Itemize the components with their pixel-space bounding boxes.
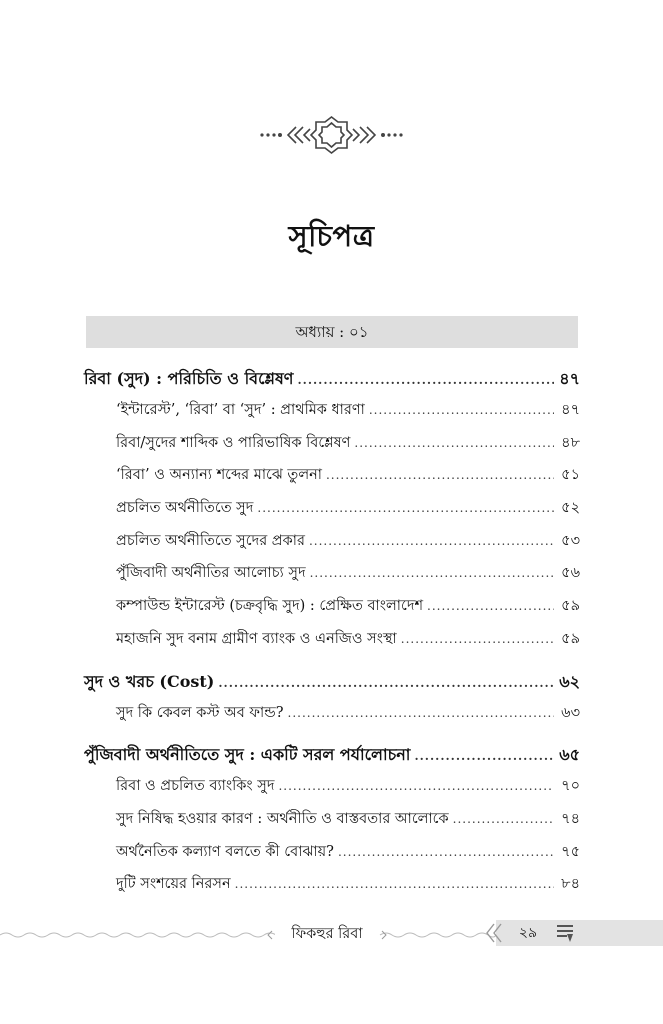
- footer-book-title: ফিকহুর রিবা: [275, 921, 379, 947]
- toc-page-number: ৫৯: [561, 598, 580, 615]
- dot-leader: [235, 877, 554, 891]
- toc-entry-title: কম্পাউন্ড ইন্টারেস্ট (চক্রবৃদ্ধি সুদ) : প্রেক্ষিত বাংলাদেশ: [116, 598, 424, 615]
- toc-entry-title: ‘ইন্টারেস্ট’, ‘রিবা’ বা ‘সুদ’ : প্রাথমিক ধারণা: [116, 402, 365, 418]
- dot-leader: [297, 373, 554, 387]
- toc-entry[interactable]: [84, 432, 580, 465]
- dot-leader: [338, 845, 554, 859]
- toc-entry-title: দুটি সংশয়ের নিরসন: [116, 876, 231, 893]
- dot-leader: [369, 403, 554, 417]
- toc-page-number: ৫১: [561, 467, 580, 484]
- toc-entry-title: সুদ কি কেবল কস্ট অব ফান্ড?: [116, 704, 284, 721]
- toc-entry[interactable]: [84, 808, 580, 841]
- section-spacer: [84, 734, 580, 742]
- toc-page-number: ৪৭: [561, 402, 580, 418]
- toc-entry[interactable]: [84, 775, 580, 808]
- table-of-contents: [84, 366, 580, 906]
- toc-page-number: ৮৪: [561, 876, 580, 893]
- dot-leader: [453, 812, 554, 826]
- toc-page-number: ৬২: [559, 671, 580, 691]
- toc-page-number: ৬৩: [561, 704, 580, 721]
- toc-entry-title: রিবা/সুদের শাব্দিক ও পারিভাষিক বিশ্লেষণ: [116, 434, 351, 451]
- toc-entry[interactable]: [84, 497, 580, 530]
- toc-entry[interactable]: [84, 562, 580, 595]
- toc-page-number: ৭০: [561, 778, 580, 795]
- toc-entry-title: রিবা ও প্রচলিত ব্যাংকিং সুদ: [116, 778, 275, 795]
- dot-leader: [414, 749, 554, 763]
- dot-leader: [401, 632, 554, 646]
- page-title: সূচিপত্র: [288, 219, 375, 253]
- toc-page-number: ৫৯: [561, 630, 580, 647]
- section-spacer: [84, 661, 580, 669]
- toc-section[interactable]: [84, 366, 580, 399]
- toc-entry[interactable]: [84, 399, 580, 432]
- toc-entry-title: প্রচলিত অর্থনীতিতে সুদ: [116, 500, 254, 517]
- toc-page-number: ৫৬: [561, 565, 580, 582]
- toc-entry-title: প্রচলিত অর্থনীতিতে সুদের প্রকার: [116, 532, 305, 549]
- toc-page-number: ৫২: [561, 500, 580, 517]
- toc-entry[interactable]: [84, 628, 580, 661]
- toc-section[interactable]: [84, 742, 580, 775]
- dot-leader: [278, 779, 554, 793]
- toc-page-number: ৪৮: [561, 434, 580, 451]
- dot-leader: [326, 468, 554, 482]
- toc-page-number: ৭৪: [561, 810, 580, 827]
- toc-entry[interactable]: [84, 702, 580, 735]
- dot-leader: [310, 566, 554, 580]
- toc-section-title: সুদ ও খরচ (Cost): [84, 671, 215, 691]
- toc-entry-title: মহাজনি সুদ বনাম গ্রামীণ ব্যাংক ও এনজিও সংস্থা: [116, 630, 397, 647]
- dot-leader: [288, 706, 554, 720]
- ornament-divider: [0, 108, 663, 162]
- toc-section-title: রিবা (সুদ) : পরিচিতি ও বিশ্লেষণ: [84, 369, 294, 388]
- toc-entry-title: অর্থনৈতিক কল্যাণ বলতে কী বোঝায়?: [116, 843, 334, 860]
- toc-entry[interactable]: [84, 841, 580, 874]
- toc-page-number: ৫৩: [561, 532, 580, 549]
- toc-entry-title: পুঁজিবাদী অর্থনীতির আলোচ্য সুদ: [116, 565, 306, 582]
- bookmark-menu-icon: [553, 921, 577, 945]
- chapter-heading: অধ্যায় : ০১: [86, 316, 578, 348]
- dot-leader: [309, 534, 554, 548]
- toc-entry[interactable]: [84, 873, 580, 906]
- toc-entry[interactable]: [84, 595, 580, 628]
- toc-section[interactable]: [84, 669, 580, 702]
- toc-entry-title: সুদ নিষিদ্ধ হওয়ার কারণ : অর্থনীতি ও বাস্তবতার আলোকে: [116, 810, 449, 827]
- toc-page-number: ৭৫: [561, 843, 580, 860]
- toc-page-number: ৬৫: [559, 745, 580, 765]
- toc-entry[interactable]: [84, 530, 580, 563]
- toc-entry-title: ‘রিবা’ ও অন্যান্য শব্দের মাঝে তুলনা: [116, 467, 322, 484]
- dot-leader: [218, 676, 554, 690]
- dot-leader: [354, 436, 554, 450]
- dot-leader: [427, 599, 554, 613]
- chevron-left-icon: [480, 920, 504, 946]
- toc-section-title: পুঁজিবাদী অর্থনীতিতে সুদ : একটি সরল পর্যালোচনা: [84, 745, 411, 765]
- toc-entry[interactable]: [84, 464, 580, 497]
- footer-page-number: ২৯: [518, 925, 538, 941]
- dot-leader: [257, 501, 554, 515]
- toc-page-number: ৪৭: [559, 369, 580, 388]
